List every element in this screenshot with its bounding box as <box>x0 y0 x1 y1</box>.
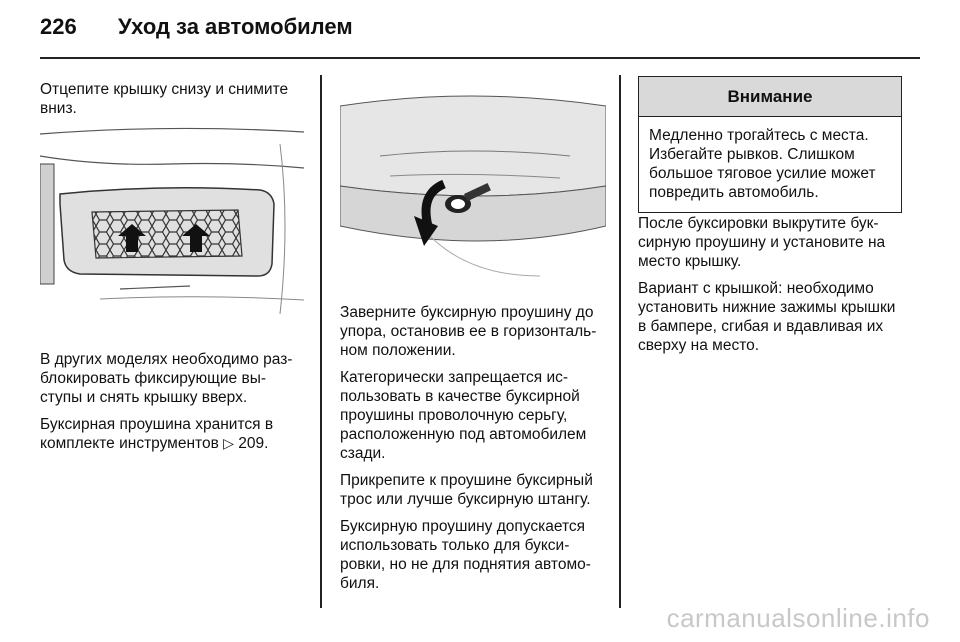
towing-eye-illustration <box>340 76 606 286</box>
warning-body: Медленно трогайтесь с места. Избегайте рывков. Слишком большое тяговое усилие может повредить автомобиль. <box>649 127 876 201</box>
paragraph: Буксирную проушину допускается использовать только для букси-ровки, но не для поднятия автомо-биля. <box>340 518 591 592</box>
column-3-text <box>638 214 906 363</box>
page-header <box>40 14 353 54</box>
page-number: 226 <box>40 14 77 39</box>
storage-paragraph <box>40 415 308 453</box>
header-divider <box>40 57 920 59</box>
bumper-cover-illustration <box>40 124 304 334</box>
column-divider-1 <box>320 75 322 608</box>
page-reference[interactable]: 209. <box>238 435 269 452</box>
column-divider-2 <box>619 75 621 608</box>
paragraph: Заверните буксирную проушину до упора, остановив ее в горизонталь-ном положении. <box>340 304 597 359</box>
warning-heading: Внимание <box>639 77 901 117</box>
paragraph: Вариант с крышкой: необходимо установить нижние зажимы крышки в бампере, сгибая и вдавливая их сверху на место. <box>638 280 896 354</box>
page-title: Уход за автомобилем <box>118 14 353 39</box>
storage-text: Буксирная проушина хранится в комплекте инструментов <box>40 416 274 452</box>
paragraph: В других моделях необходимо раз-блокировать фиксирующие вы-ступы и снять крышку вверх. <box>40 351 293 406</box>
paragraph: После буксировки выкрутите бук-сирную проушину и установите на место крышку. <box>638 215 886 270</box>
paragraph: Прикрепите к проушине буксирный трос или лучше буксирную штангу. <box>340 472 593 508</box>
column-1-text <box>40 350 308 461</box>
column-2-text <box>340 303 606 601</box>
column-1-intro <box>40 80 306 126</box>
arrow-reference-icon[interactable]: ▷ <box>223 435 234 451</box>
intro-paragraph: Отцепите крышку снизу и снимите вниз. <box>40 81 289 117</box>
watermark: carmanualsonline.info <box>666 603 930 633</box>
paragraph: Категорически запрещается ис-пользовать в качестве буксирной проушины проволочную серьгу, расположенную под автомобилем сзади. <box>340 369 587 462</box>
warning-box <box>638 76 902 213</box>
